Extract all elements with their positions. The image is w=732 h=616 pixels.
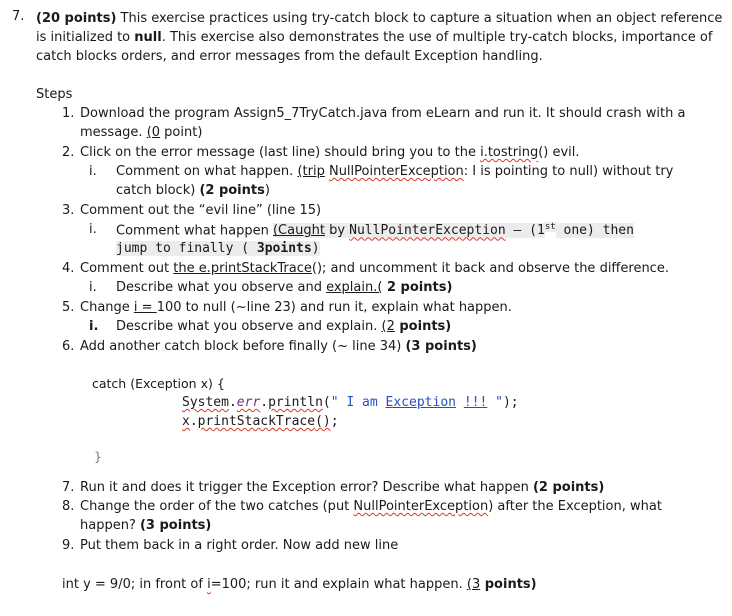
step-9-text: Put them back in a right order. Now add new line: [80, 538, 399, 553]
step-6-number: 6.: [62, 339, 75, 354]
step-3i-number: i.: [89, 222, 97, 237]
step-2-number: 2.: [62, 145, 75, 160]
step-4-number: 4.: [62, 261, 75, 276]
step-4i-text: Describe what you observe and explain.( 2 points): [116, 280, 453, 295]
code-printstacktrace-line: x.printStackTrace();: [182, 414, 339, 429]
step-3-text: Comment out the “evil line” (line 15): [80, 203, 322, 218]
step-8-line-a: Change the order of the two catches (put NullPointerException) after the Exception, what: [80, 499, 662, 514]
step-7-text: Run it and does it trigger the Exception error? Describe what happen (2 points): [80, 480, 605, 495]
step-2i-line-b: catch block) (2 points): [116, 183, 270, 198]
steps-heading: Steps: [36, 87, 73, 102]
step-2i-line-a: Comment on what happen. (trip NullPointerException: I is pointing to null) without try: [116, 164, 674, 179]
step-1-line-b: message. (0 point): [80, 125, 203, 140]
intro-text-a: This exercise practices using try-catch block to capture a situation when an object reference is initialized to: [36, 11, 723, 45]
step-5-text: Change i = 100 to null (~line 23) and run it, explain what happen.: [80, 300, 512, 315]
question-points: (20 points): [36, 11, 117, 26]
step-1-number: 1.: [62, 106, 75, 121]
step-7-number: 7.: [62, 480, 75, 495]
step-6-text: Add another catch block before finally (~ line 34) (3 points): [80, 339, 477, 354]
final-instruction: int y = 9/0; in front of i=100; run it and explain what happen. (3 points): [62, 577, 537, 592]
step-4-text: Comment out the e.printStackTrace(); and uncomment it back and observe the difference.: [80, 261, 669, 276]
question-intro: [36, 9, 726, 66]
step-2-text: Click on the error message (last line) should bring you to the i.tostring() evil.: [80, 145, 580, 160]
step-4i-number: i.: [89, 280, 97, 295]
code-closing-brace: }: [94, 449, 102, 464]
code-catch-line: catch (Exception x) {: [92, 376, 225, 391]
step-5i-text: Describe what you observe and explain. (2 points): [116, 319, 452, 334]
intro-text-b: . This exercise also demonstrates the use of multiple try-catch blocks, importance of catch blocks orders, and error messages from the default Exception handling.: [36, 30, 713, 64]
step-5i-number: i.: [89, 319, 99, 334]
step-8-line-b: happen? (3 points): [80, 518, 212, 533]
step-1-line-a: Download the program Assign5_7TryCatch.java from eLearn and run it. It should crash with a: [80, 106, 686, 121]
question-number: 7.: [12, 9, 25, 24]
null-keyword: null: [134, 30, 162, 45]
step-8-number: 8.: [62, 499, 75, 514]
step-3i-line-a: Comment what happen (Caught by NullPointerException – (1st one) then: [116, 222, 634, 239]
step-3i-line-b: jump to finally ( 3points): [116, 241, 320, 256]
code-println-line: System.err.println(" I am Exception !!! ");: [182, 395, 519, 410]
step-2i-number: i.: [89, 164, 97, 179]
step-9-number: 9.: [62, 538, 75, 553]
step-3-number: 3.: [62, 203, 75, 218]
step-5-number: 5.: [62, 300, 75, 315]
